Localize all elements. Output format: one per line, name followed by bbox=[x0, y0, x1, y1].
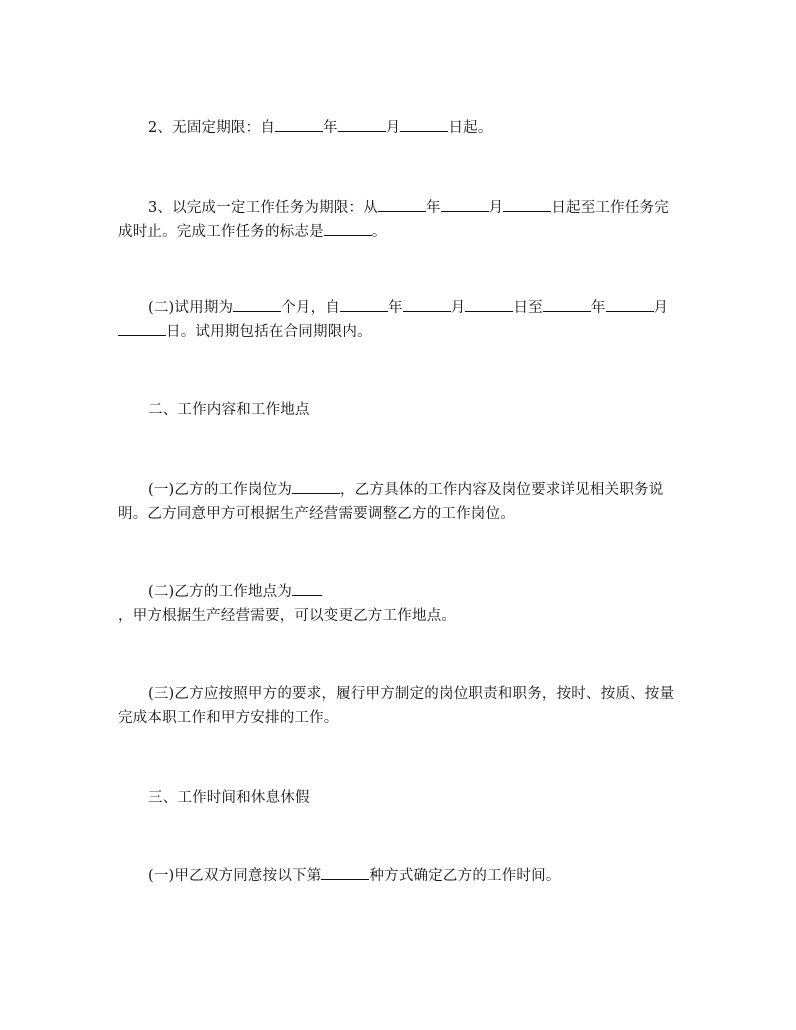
text: (一)甲乙双方同意按以下第 bbox=[148, 868, 322, 884]
text: 。 bbox=[371, 224, 387, 240]
blank-field-location bbox=[292, 581, 322, 596]
blank-field-day bbox=[503, 197, 551, 212]
text: 月 bbox=[488, 200, 504, 216]
text: 日起。 bbox=[448, 120, 493, 136]
text: (一)乙方的工作岗位为 bbox=[148, 482, 293, 498]
work-location-line-2: ，甲方根据生产经营需要，可以变更乙方工作地点。 bbox=[118, 608, 457, 624]
text: 2、无固定期限：自 bbox=[148, 120, 276, 136]
text: 个月，自 bbox=[281, 300, 341, 316]
paragraph-indefinite-term bbox=[118, 116, 678, 140]
blank-field-year bbox=[275, 117, 323, 132]
text: (二)乙方的工作地点为 bbox=[148, 584, 293, 600]
text: 月 bbox=[653, 300, 669, 316]
text: 年 bbox=[590, 300, 606, 316]
text: 年 bbox=[323, 120, 338, 136]
blank-field-end-day bbox=[118, 321, 166, 336]
text: (二)试用期为 bbox=[148, 300, 234, 316]
paragraph-work-hours bbox=[118, 864, 678, 888]
text: 种方式确定乙方的工作时间。 bbox=[369, 868, 561, 884]
text: 3、以完成一定工作任务为期限：从 bbox=[148, 200, 378, 216]
blank-field-months bbox=[233, 297, 281, 312]
paragraph-task-term bbox=[118, 196, 678, 244]
work-location-line-1 bbox=[118, 580, 678, 604]
text: 年 bbox=[425, 200, 441, 216]
paragraph-duties: (三)乙方应按照甲方的要求，履行甲方制定的岗位职责和职务，按时、按质、按量完成本职工作和甲方安排的工作。 bbox=[118, 686, 675, 726]
blank-field-completion-mark bbox=[324, 221, 372, 236]
blank-field-day bbox=[400, 117, 448, 132]
section-heading-work-content: 二、工作内容和工作地点 bbox=[148, 402, 310, 418]
blank-field-position bbox=[292, 479, 340, 494]
text: 月 bbox=[385, 120, 401, 136]
text: 日起至工作任务完成时止。完成工作任务的标志是 bbox=[118, 200, 669, 240]
text: 年 bbox=[388, 300, 403, 316]
paragraph-job-position bbox=[118, 478, 678, 526]
text: 月 bbox=[450, 300, 466, 316]
blank-field-month bbox=[338, 117, 386, 132]
blank-field-month bbox=[441, 197, 489, 212]
paragraph-probation bbox=[118, 296, 678, 344]
blank-field-start-day bbox=[465, 297, 513, 312]
paragraph-work-location bbox=[118, 580, 678, 628]
blank-field-method-number bbox=[321, 865, 369, 880]
blank-field-start-month bbox=[403, 297, 451, 312]
section-heading-work-hours: 三、工作时间和休息休假 bbox=[148, 790, 310, 806]
blank-field-start-year bbox=[340, 297, 388, 312]
blank-field-end-month bbox=[606, 297, 654, 312]
text: 日至 bbox=[513, 300, 543, 316]
blank-field-year bbox=[378, 197, 426, 212]
text: 日。试用期包括在合同期限内。 bbox=[166, 324, 372, 340]
blank-field-end-year bbox=[543, 297, 591, 312]
text: ，乙方具体的工作内容及岗位要求详见相关职务说明。乙方同意甲方可根据生产经营需要调整乙方的工作岗位。 bbox=[118, 482, 664, 522]
